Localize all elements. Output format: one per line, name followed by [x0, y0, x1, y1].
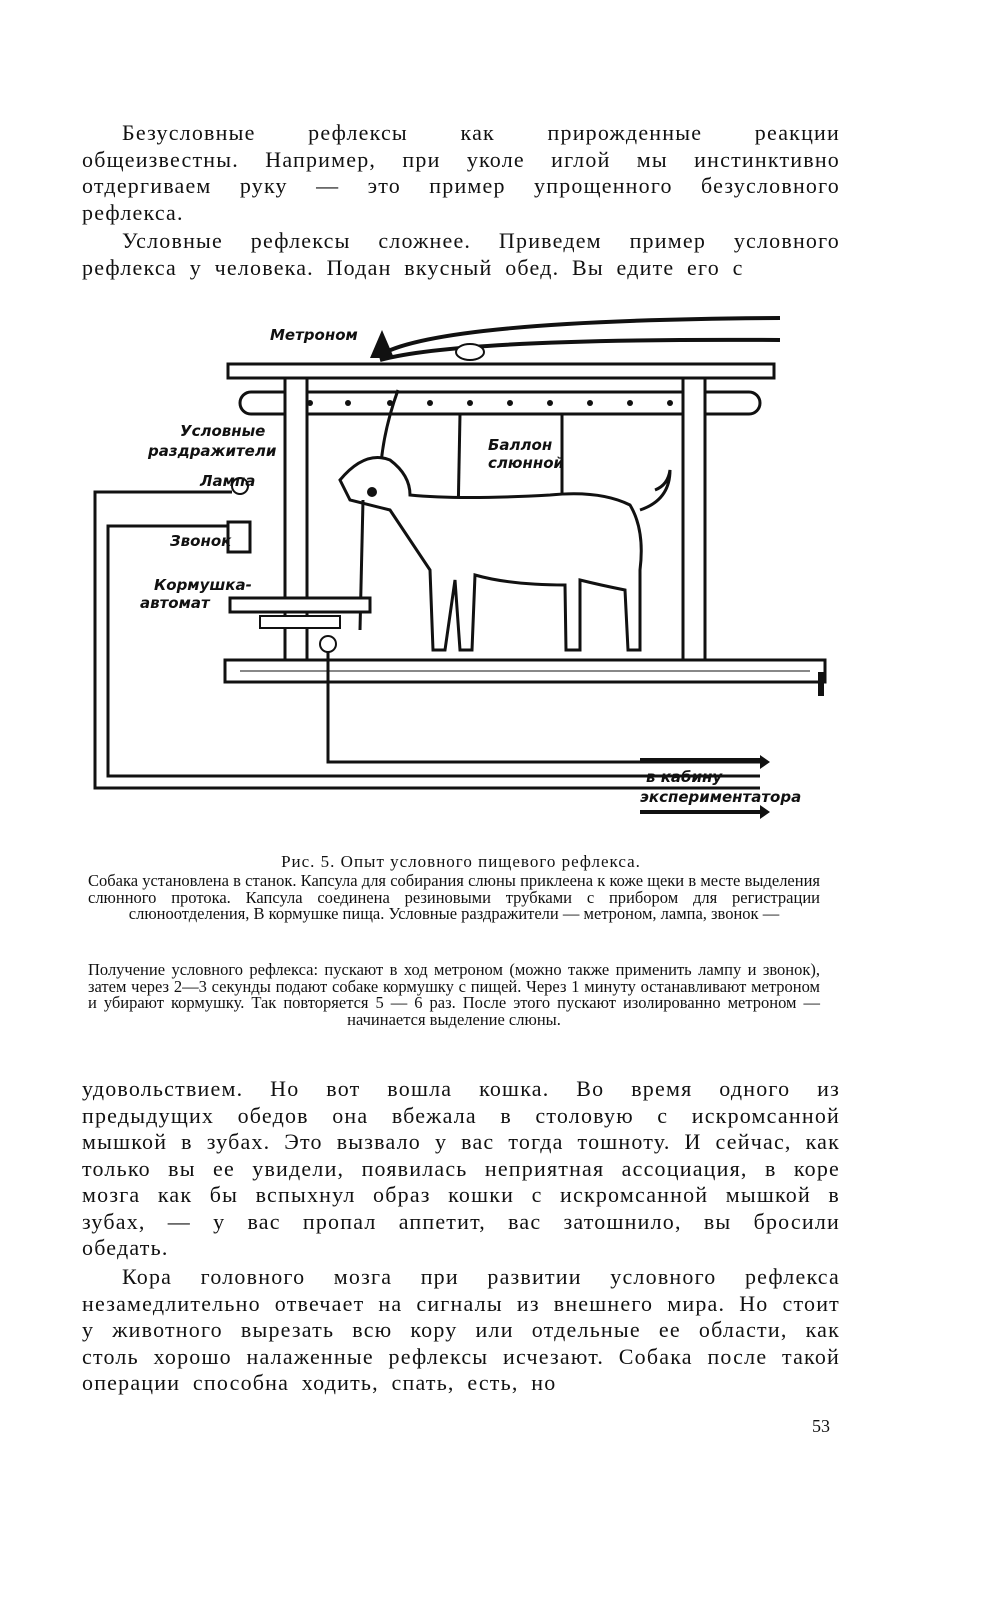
label-cabin-2: экспериментатора	[640, 788, 802, 806]
label-lamp: Лампа	[200, 472, 256, 490]
label-balloon-2: слюнной	[488, 454, 565, 472]
label-cabin-1: в кабину	[646, 768, 723, 786]
page-number: 53	[812, 1416, 830, 1436]
paragraph-3: удовольствием. Но вот вошла кошка. Во время одного из предыдущих обедов она вбежала в столовую с искромсанной мышкой в зубах. Это вызвало у вас тогда тошноту. И сейчас, как только вы ее увидели, появилась неприятная ассоциация, в коре мозга как бы вспыхнул образ кошки с искромсанной мышкой в зубах, — у вас пропал аппетит, вас затошнило, вы бросили обедать.	[82, 1076, 840, 1260]
label-conditioned-1: Условные	[180, 422, 266, 440]
feeder-icon	[230, 598, 370, 612]
paragraph-4: Кора головного мозга при развитии условного рефлекса незамедлительно отвечает на сигналы из внешнего мира. Но стоит у животного вырезать всю кору или отдельные ее области, как столь хорошо налаженные рефлексы исчезают. Собака после такой операции способна ходить, спать, есть, но	[82, 1264, 840, 1395]
paragraph-2: Условные рефлексы сложнее. Приведем пример условного рефлекса у человека. Подан вкусный обед. Вы едите его с	[82, 228, 840, 280]
figure-caption-text-2: Получение условного рефлекса: пускают в ход метроном (можно также применить лампу и звонок), затем через 2—3 секунды подают собаке кормушку с пищей. Через 1 минуту останавливают метроном и убирают кормушку. Так повторяется 5 — 6 раз. После этого пускают изолированно метроном — начинается выделение слюны.	[88, 960, 820, 1029]
label-bell: Звонок	[170, 532, 232, 550]
label-conditioned-2: раздражители	[148, 442, 277, 460]
figure-caption-title: Рис. 5. Опыт условного пищевого рефлекса.	[281, 852, 641, 871]
label-feeder-1: Кормушка-	[154, 576, 252, 594]
metronome-icon	[370, 330, 394, 358]
figure-dog-experiment	[80, 300, 840, 840]
label-feeder-2: автомат	[140, 594, 210, 612]
paragraph-1: Безусловные рефлексы как прирожденные реакции общеизвестны. Например, при уколе иглой мы инстинктивно отдергиваем руку — это пример упрощенного безусловного рефлекса.	[82, 120, 840, 225]
figure-caption-text-1: Собака установлена в станок. Капсула для собирания слюны приклеена к коже щеки в месте выделения слюнного протока. Капсула соединена резиновыми трубками с прибором для регистрации слюноотделения, В кормушке пища. Условные раздражители — метроном, лампа, звонок —	[88, 871, 820, 923]
label-balloon-1: Баллон	[488, 436, 553, 454]
label-metronome: Метроном	[270, 326, 358, 344]
